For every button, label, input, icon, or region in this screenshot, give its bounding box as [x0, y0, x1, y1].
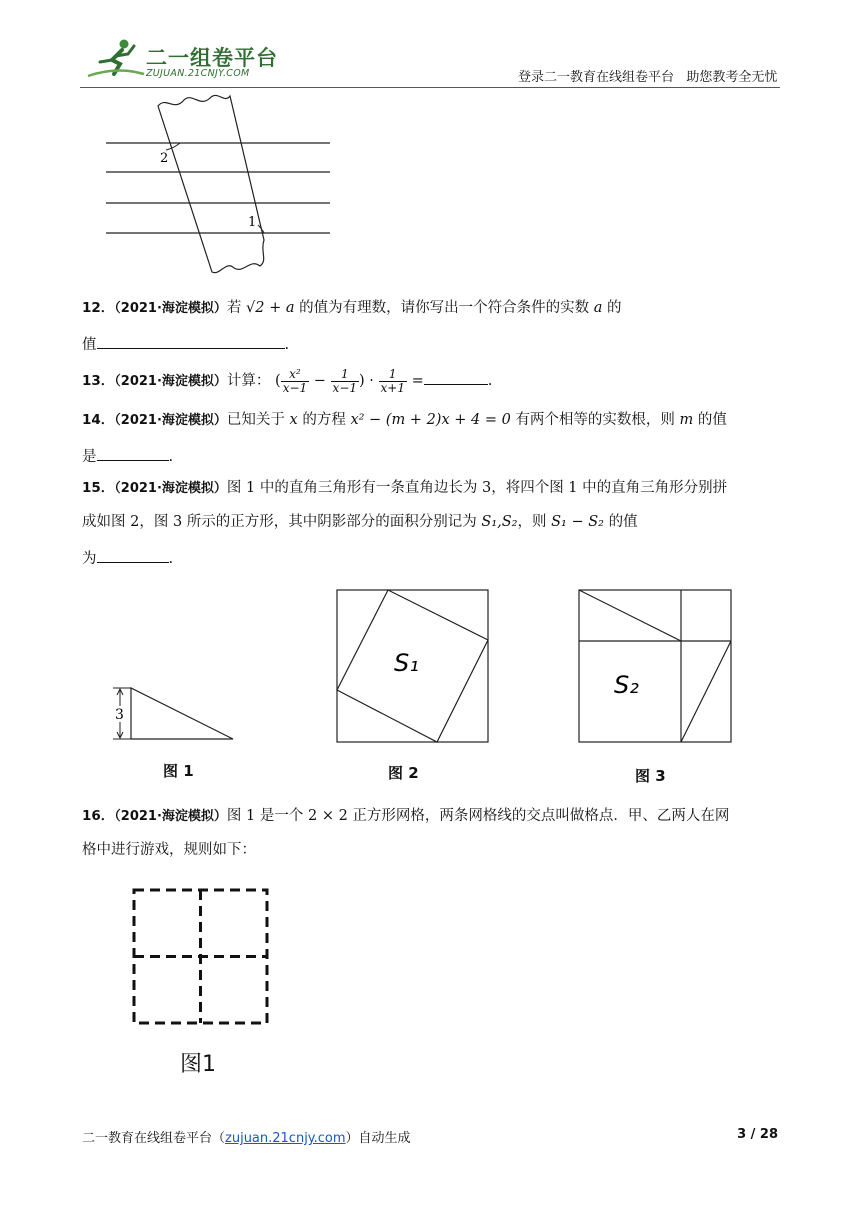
header-slogan: 登录二一教育在线组卷平台 助您教考全无忧: [518, 70, 778, 85]
answer-blank-14[interactable]: [97, 444, 169, 461]
page-number: 3 / 28: [737, 1127, 778, 1142]
angle-2-label: 2: [160, 151, 169, 166]
dashed-grid-figure: [130, 886, 275, 1031]
question-15-line2: 成如图 2，图 3 所示的正方形，其中阴影部分的面积分别记为 S₁,S₂，则 S₁ − S₂ 的值: [82, 514, 638, 530]
question-15-line3: 为 .: [82, 546, 173, 569]
angle-1-label: 1: [248, 215, 257, 230]
question-12-line2: 值 .: [82, 332, 289, 355]
figure-grid-caption: 图1: [180, 1052, 216, 1077]
header-divider: [80, 87, 780, 88]
figure-2-square: [330, 585, 496, 750]
question-13: 13．（2021·海淀模拟）计算： ( $\frac{\text{x²}}{x-1}$ − $\frac{1}{x-1}$ ) · $\frac{1}{x+1}$ = .: [82, 366, 493, 395]
figure-1-caption: 图 1: [163, 762, 194, 780]
answer-blank-15[interactable]: [97, 546, 169, 563]
footer-text: 二一教育在线组卷平台（zujuan.21cnjy.com）自动生成: [82, 1131, 411, 1146]
question-16-line2: 格中进行游戏，规则如下：: [82, 842, 256, 858]
figure-1-triangle: [105, 680, 245, 750]
question-16: 16．（2021·海淀模拟）图 1 是一个 2 × 2 正方形网格，两条网格线的交点叫做格点．甲、乙两人在网: [82, 808, 730, 824]
figure-3-s2-label: S₂: [614, 671, 639, 699]
question-14: 14．（2021·海淀模拟）已知关于 x 的方程 x² − (m + 2)x + 4 = 0 有两个相等的实数根，则 m 的值: [82, 412, 727, 428]
footer-link[interactable]: zujuan.21cnjy.com: [225, 1131, 346, 1146]
figure-1-side-label: 3: [115, 707, 124, 723]
figure-2-caption: 图 2: [388, 764, 419, 782]
logo-subtitle: ZUJUAN.21CNJY.COM: [146, 68, 250, 79]
figure-3-square: [572, 585, 738, 750]
answer-blank-13[interactable]: [424, 368, 488, 385]
figure-2-s1-label: S₁: [394, 649, 419, 677]
runner-logo-icon: [86, 36, 146, 80]
figure-3-caption: 图 3: [635, 767, 666, 785]
parallel-lines-figure: [100, 92, 340, 282]
question-12: 12．（2021·海淀模拟）若 √2 + a 的值为有理数，请你写出一个符合条件的实数 a 的: [82, 300, 622, 316]
logo-title: 二一组卷平台: [146, 46, 278, 70]
answer-blank-12[interactable]: [97, 332, 285, 349]
question-15: 15．（2021·海淀模拟）图 1 中的直角三角形有一条直角边长为 3，将四个图 1 中的直角三角形分别拼: [82, 480, 728, 496]
question-14-line2: 是 .: [82, 444, 173, 467]
